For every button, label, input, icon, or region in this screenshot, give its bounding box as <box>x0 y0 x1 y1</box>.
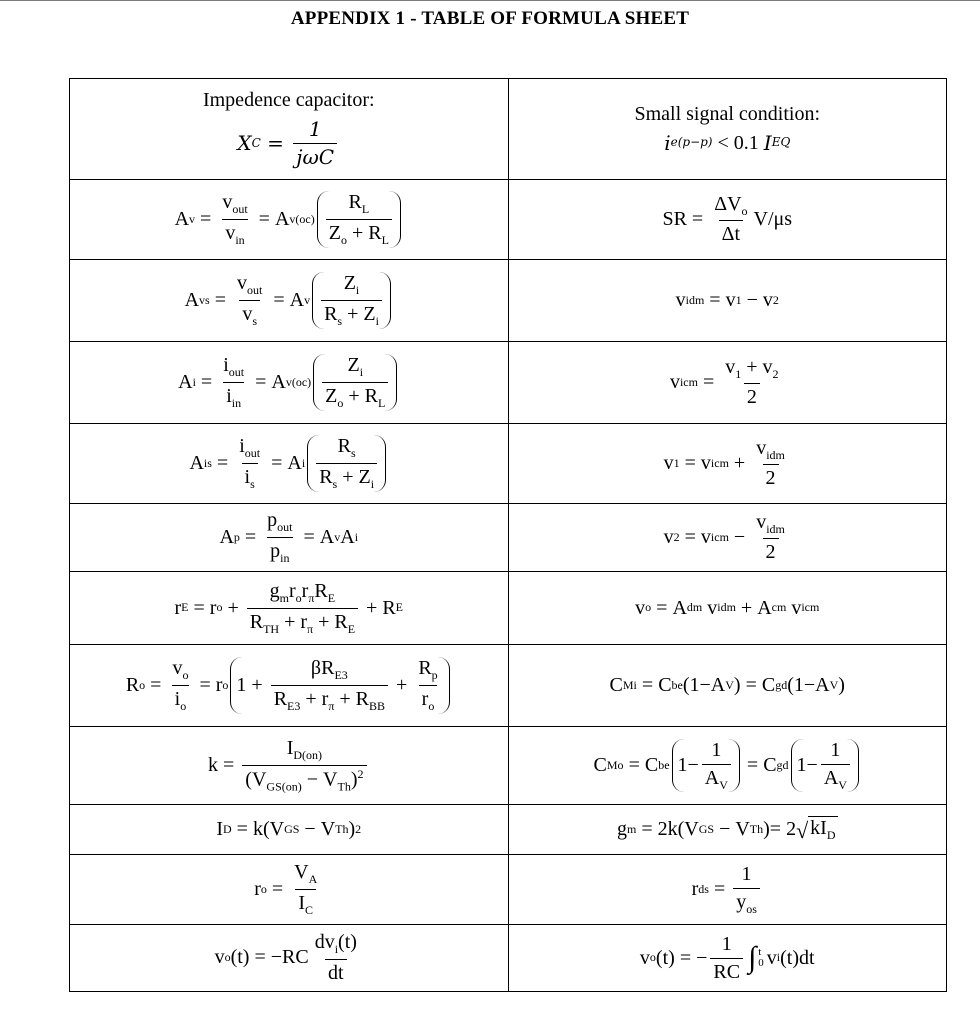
formula: A is = $\frac{i_{out}}{i_s}$ = A i $\frac{R_s}{R_s + Z_i}$ <box>189 435 388 492</box>
table-row <box>70 855 947 925</box>
formula: v icm = $\frac{v_1 + v_2}{2}$ <box>669 355 779 409</box>
formula: X C = $\frac{1}{\text{jωC}}$ <box>237 118 340 169</box>
formula: C Mi = C be (1−A V ) = C gd (1−A V ) <box>609 674 845 696</box>
formula-cell <box>508 180 947 260</box>
formula-cell <box>70 180 509 260</box>
formula-cell <box>70 645 509 727</box>
formula-cell <box>70 572 509 645</box>
formula-cell <box>70 805 509 855</box>
formula: A p = $\frac{p_{out}}{p_{in}}$ = A v A i <box>219 509 359 565</box>
table-row <box>70 572 947 645</box>
formula-cell <box>70 727 509 805</box>
formula-cell <box>508 855 947 925</box>
formula-cell <box>508 342 947 424</box>
formula-cell <box>70 504 509 572</box>
table-row <box>70 925 947 992</box>
formula: v idm = v 1 − v 2 <box>675 289 779 311</box>
formula: C Mo = C be 1 − $\frac{1}{A_V}$ = C gd 1 − $\frac{1}{A_V}$ <box>594 739 861 793</box>
formula: v o (t) = − $\frac{1}{RC}$ ∫ t 0 v i (t)dt <box>639 932 815 983</box>
formula-cell <box>508 260 947 342</box>
cell-label: Small signal condition: <box>634 102 821 125</box>
page-title: APPENDIX 1 - TABLE OF FORMULA SHEET <box>290 8 690 29</box>
formula: r ds = $\frac{1}{y_{os}}$ <box>692 863 763 917</box>
formula: g m = 2k(V GS − V Th )= 2 √ $kI_D$ <box>616 817 836 843</box>
formula: A i = $\frac{i_{out}}{i_{in}}$ = A v(oc) $\frac{Z_i}{Z_o + R_L}$ <box>178 354 399 411</box>
table-row <box>70 727 947 805</box>
formula: v o (t) = −RC $\frac{dv_i(t)}{dt}$ <box>214 931 357 984</box>
table-row <box>70 79 947 180</box>
formula: r o = $\frac{V_A}{I_C}$ <box>254 861 318 917</box>
formula-cell <box>70 925 509 992</box>
top-rule <box>0 0 980 1</box>
formula: k = $\frac{I_{D(on)}}{(V_{GS(on)} - V_{Th})^2}$ <box>208 737 370 794</box>
formula: r E = r o + $\frac{g_mr_or_\pi R_E}{R_{TH} + r_\pi + R_E}$ + R E <box>174 579 404 636</box>
formula-cell <box>70 424 509 504</box>
formula: v 2 = v icm − $\frac{v_{idm}}{2}$ <box>663 510 785 564</box>
formula: I D = k ( V GS − V Th ) 2 <box>216 818 362 840</box>
formula: R o = $\frac{v_o}{i_o}$ = r o 1 + $\frac{\beta R_{E3}}{R_{E3} + r_\pi + R_{BB}}$ + $\frac{R_p}{r_o}$ <box>126 657 452 714</box>
square-root-icon: √ $kI_D$ <box>796 817 836 843</box>
table-row <box>70 424 947 504</box>
formula-cell <box>70 855 509 925</box>
formula-cell <box>508 727 947 805</box>
formula: A v = $\frac{v_{out}}{v_{in}}$ = A v(oc) $\frac{R_L}{Z_o + R_L}$ <box>175 191 403 248</box>
table-row <box>70 260 947 342</box>
formula-cell <box>508 424 947 504</box>
formula-cell <box>508 504 947 572</box>
formula-cell <box>508 645 947 727</box>
formula-cell <box>70 260 509 342</box>
formula: v 1 = v icm + $\frac{v_{idm}}{2}$ <box>663 436 785 490</box>
formula-cell <box>508 805 947 855</box>
formula-cell <box>508 925 947 992</box>
table-row <box>70 504 947 572</box>
cell-label: Impedence capacitor: <box>202 89 375 111</box>
formula: A vs = $\frac{v_{out}}{v_s}$ = A v $\frac{Z_i}{R_s + Z_i}$ <box>185 272 393 329</box>
formula-cell <box>70 79 509 180</box>
integral-icon: ∫ <box>748 941 757 974</box>
formula-cell <box>508 572 947 645</box>
formula: v o = A dm v idm + A cm v icm <box>635 596 820 619</box>
formula-cell <box>70 342 509 424</box>
formula-cell <box>508 79 947 180</box>
table-row <box>70 805 947 855</box>
formula: i e(p−p) < 0.1 I EQ <box>664 130 791 155</box>
table-row <box>70 645 947 727</box>
formula: SR = $\frac{\Delta V_o}{\Delta t}$ V/μs <box>662 192 793 246</box>
table-row <box>70 180 947 260</box>
formula-table <box>69 78 947 992</box>
table-row <box>70 342 947 424</box>
